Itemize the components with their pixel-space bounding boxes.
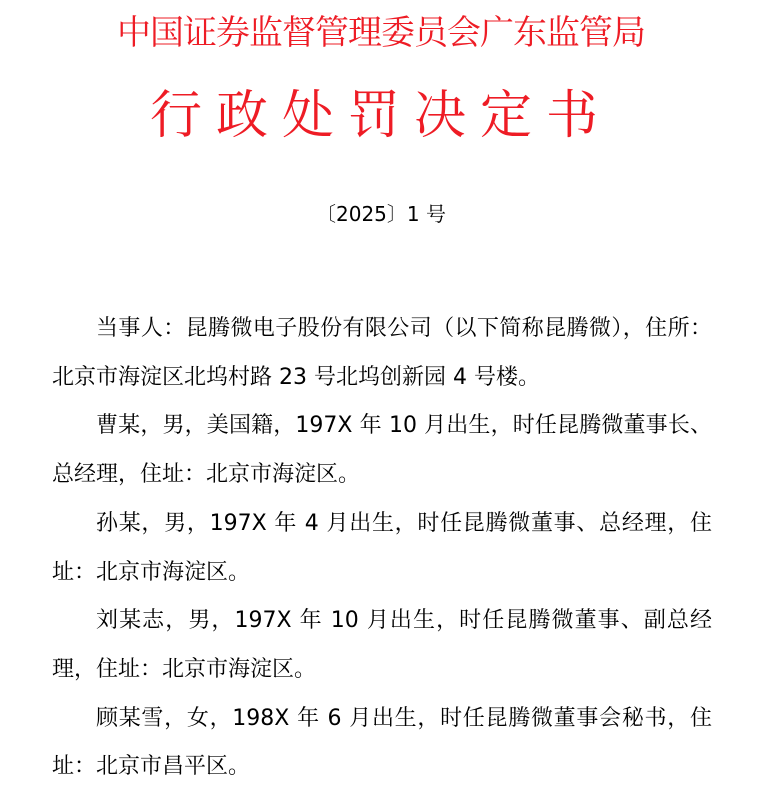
document-number: 〔2025〕1 号 (316, 202, 446, 226)
party-person: 顾某雪，女，198X 年 6 月出生，时任昆腾微董事会秘书，住址：北京市昌平区。 (52, 705, 712, 780)
party-person: 刘某志，男，197X 年 10 月出生，时任昆腾微董事、副总经理，住址：北京市海淀区。 (52, 608, 712, 682)
issuing-authority: 中国证券监督管理委员会广东监管局 (117, 13, 645, 53)
document-body (52, 305, 712, 792)
party-person: 曹某，男，美国籍，197X 年 10 月出生，时任昆腾微董事长、总经理，住址：北京市海淀区。 (52, 413, 712, 488)
party-person: 孙某，男，197X 年 4 月出生，时任昆腾微董事、总经理，住址：北京市海淀区。 (52, 510, 712, 585)
document-title: 行政处罚决定书 (149, 86, 612, 146)
party-company: 当事人：昆腾微电子股份有限公司（以下简称昆腾微），住所：北京市海淀区北坞村路 23 号北坞创新园 4 号楼。 (52, 316, 712, 390)
